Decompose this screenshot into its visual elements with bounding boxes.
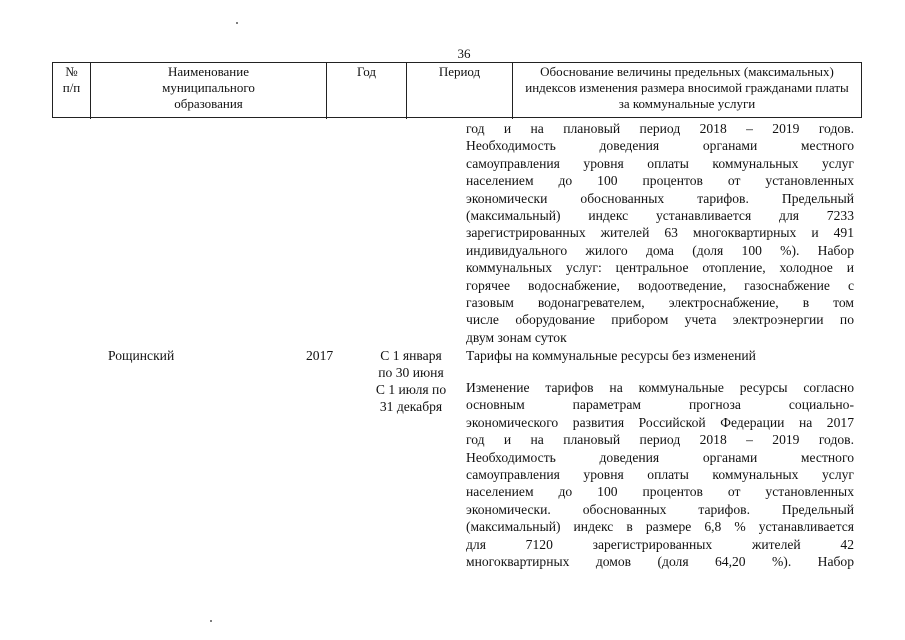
text-line: числе оборудование прибором учета электроэнергии по <box>466 312 854 328</box>
header-col-municipality-line: образования <box>174 96 243 111</box>
rationale-first-half <box>466 347 854 364</box>
text-line: Необходимость доведения органами местного <box>466 138 854 154</box>
text-line: год и на плановый период 2018 – 2019 годов. <box>466 432 854 448</box>
page-number: 36 <box>457 46 471 61</box>
text-line: основным параметрам прогноза социально- <box>466 397 854 413</box>
header-col-year-label: Год <box>356 64 377 79</box>
text-line: экономически. обоснованных тарифов. Предельный <box>466 501 854 517</box>
period-line: С 1 июля по <box>375 382 447 397</box>
text-line: Тарифы на коммунальные ресурсы без изменений <box>466 348 756 363</box>
text-line: коммунальных услуг: центральное отопление, холодное и <box>466 260 854 276</box>
text-line: самоуправления уровня оплаты коммунальных услуг <box>466 155 854 171</box>
period-line: по 30 июня <box>378 365 444 380</box>
text-line: индивидуального жилого дома (доля 100 %). Набор <box>466 242 854 258</box>
continuation-rationale <box>466 120 854 346</box>
text-line: населением до 100 процентов от установленных <box>466 484 854 500</box>
text-line: для 7120 зарегистрированных жителей 42 <box>466 536 854 552</box>
header-col-municipality-line: Наименование <box>168 64 249 79</box>
text-line: Изменение тарифов на коммунальные ресурсы согласно <box>466 380 854 395</box>
header-col-municipality <box>91 63 327 119</box>
text-line: многоквартирных домов (доля 64,20 %). Набор <box>466 554 854 570</box>
header-col-period <box>407 63 513 119</box>
header-col-rationale-line: индексов изменения размера вносимой гражданами платы <box>525 80 849 95</box>
text-line: (максимальный) индекс устанавливается для 7233 <box>466 208 854 224</box>
year-value: 2017 <box>306 348 334 363</box>
scan-speck <box>236 22 238 24</box>
text-line: газовым водонагревателем, электроснабжение, в том <box>466 295 854 311</box>
text-line: горячее водоснабжение, водоотведение, газоснабжение с <box>466 277 854 293</box>
text-line: экономически обоснованных тарифов. Предельный <box>466 190 854 206</box>
header-col-municipality-line: муниципального <box>162 80 255 95</box>
text-line: двум зонам суток <box>466 329 567 345</box>
header-col-year <box>327 63 407 119</box>
text-line: зарегистрированных жителей 63 многоквартирных и 491 <box>466 225 854 241</box>
period-second-half <box>362 381 460 415</box>
municipality-name: Рощинский <box>108 348 175 363</box>
text-line: Необходимость доведения органами местного <box>466 449 854 465</box>
text-line: экономического развития Российской Федерации на 2017 <box>466 414 854 430</box>
period-line: С 1 января <box>380 348 442 363</box>
header-col-period-label: Период <box>438 64 481 79</box>
rationale-second-half <box>466 379 854 570</box>
scan-speck <box>210 620 212 622</box>
table-header <box>52 62 862 118</box>
header-col-number-line: № <box>65 64 78 79</box>
text-line: самоуправления уровня оплаты коммунальных услуг <box>466 467 854 483</box>
header-col-rationale <box>513 63 861 119</box>
header-col-number-line: п/п <box>62 80 81 95</box>
text-line: населением до 100 процентов от установленных <box>466 173 854 189</box>
period-first-half <box>362 347 460 381</box>
text-line: год и на плановый период 2018 – 2019 годов. <box>466 121 854 136</box>
text-line: (максимальный) индекс в размере 6,8 % устанавливается <box>466 519 854 535</box>
header-col-rationale-line: за коммунальные услуги <box>618 96 756 111</box>
period-line: 31 декабря <box>379 399 443 414</box>
header-col-rationale-line: Обоснование величины предельных (максимальных) <box>540 64 834 79</box>
header-col-number <box>53 63 91 119</box>
